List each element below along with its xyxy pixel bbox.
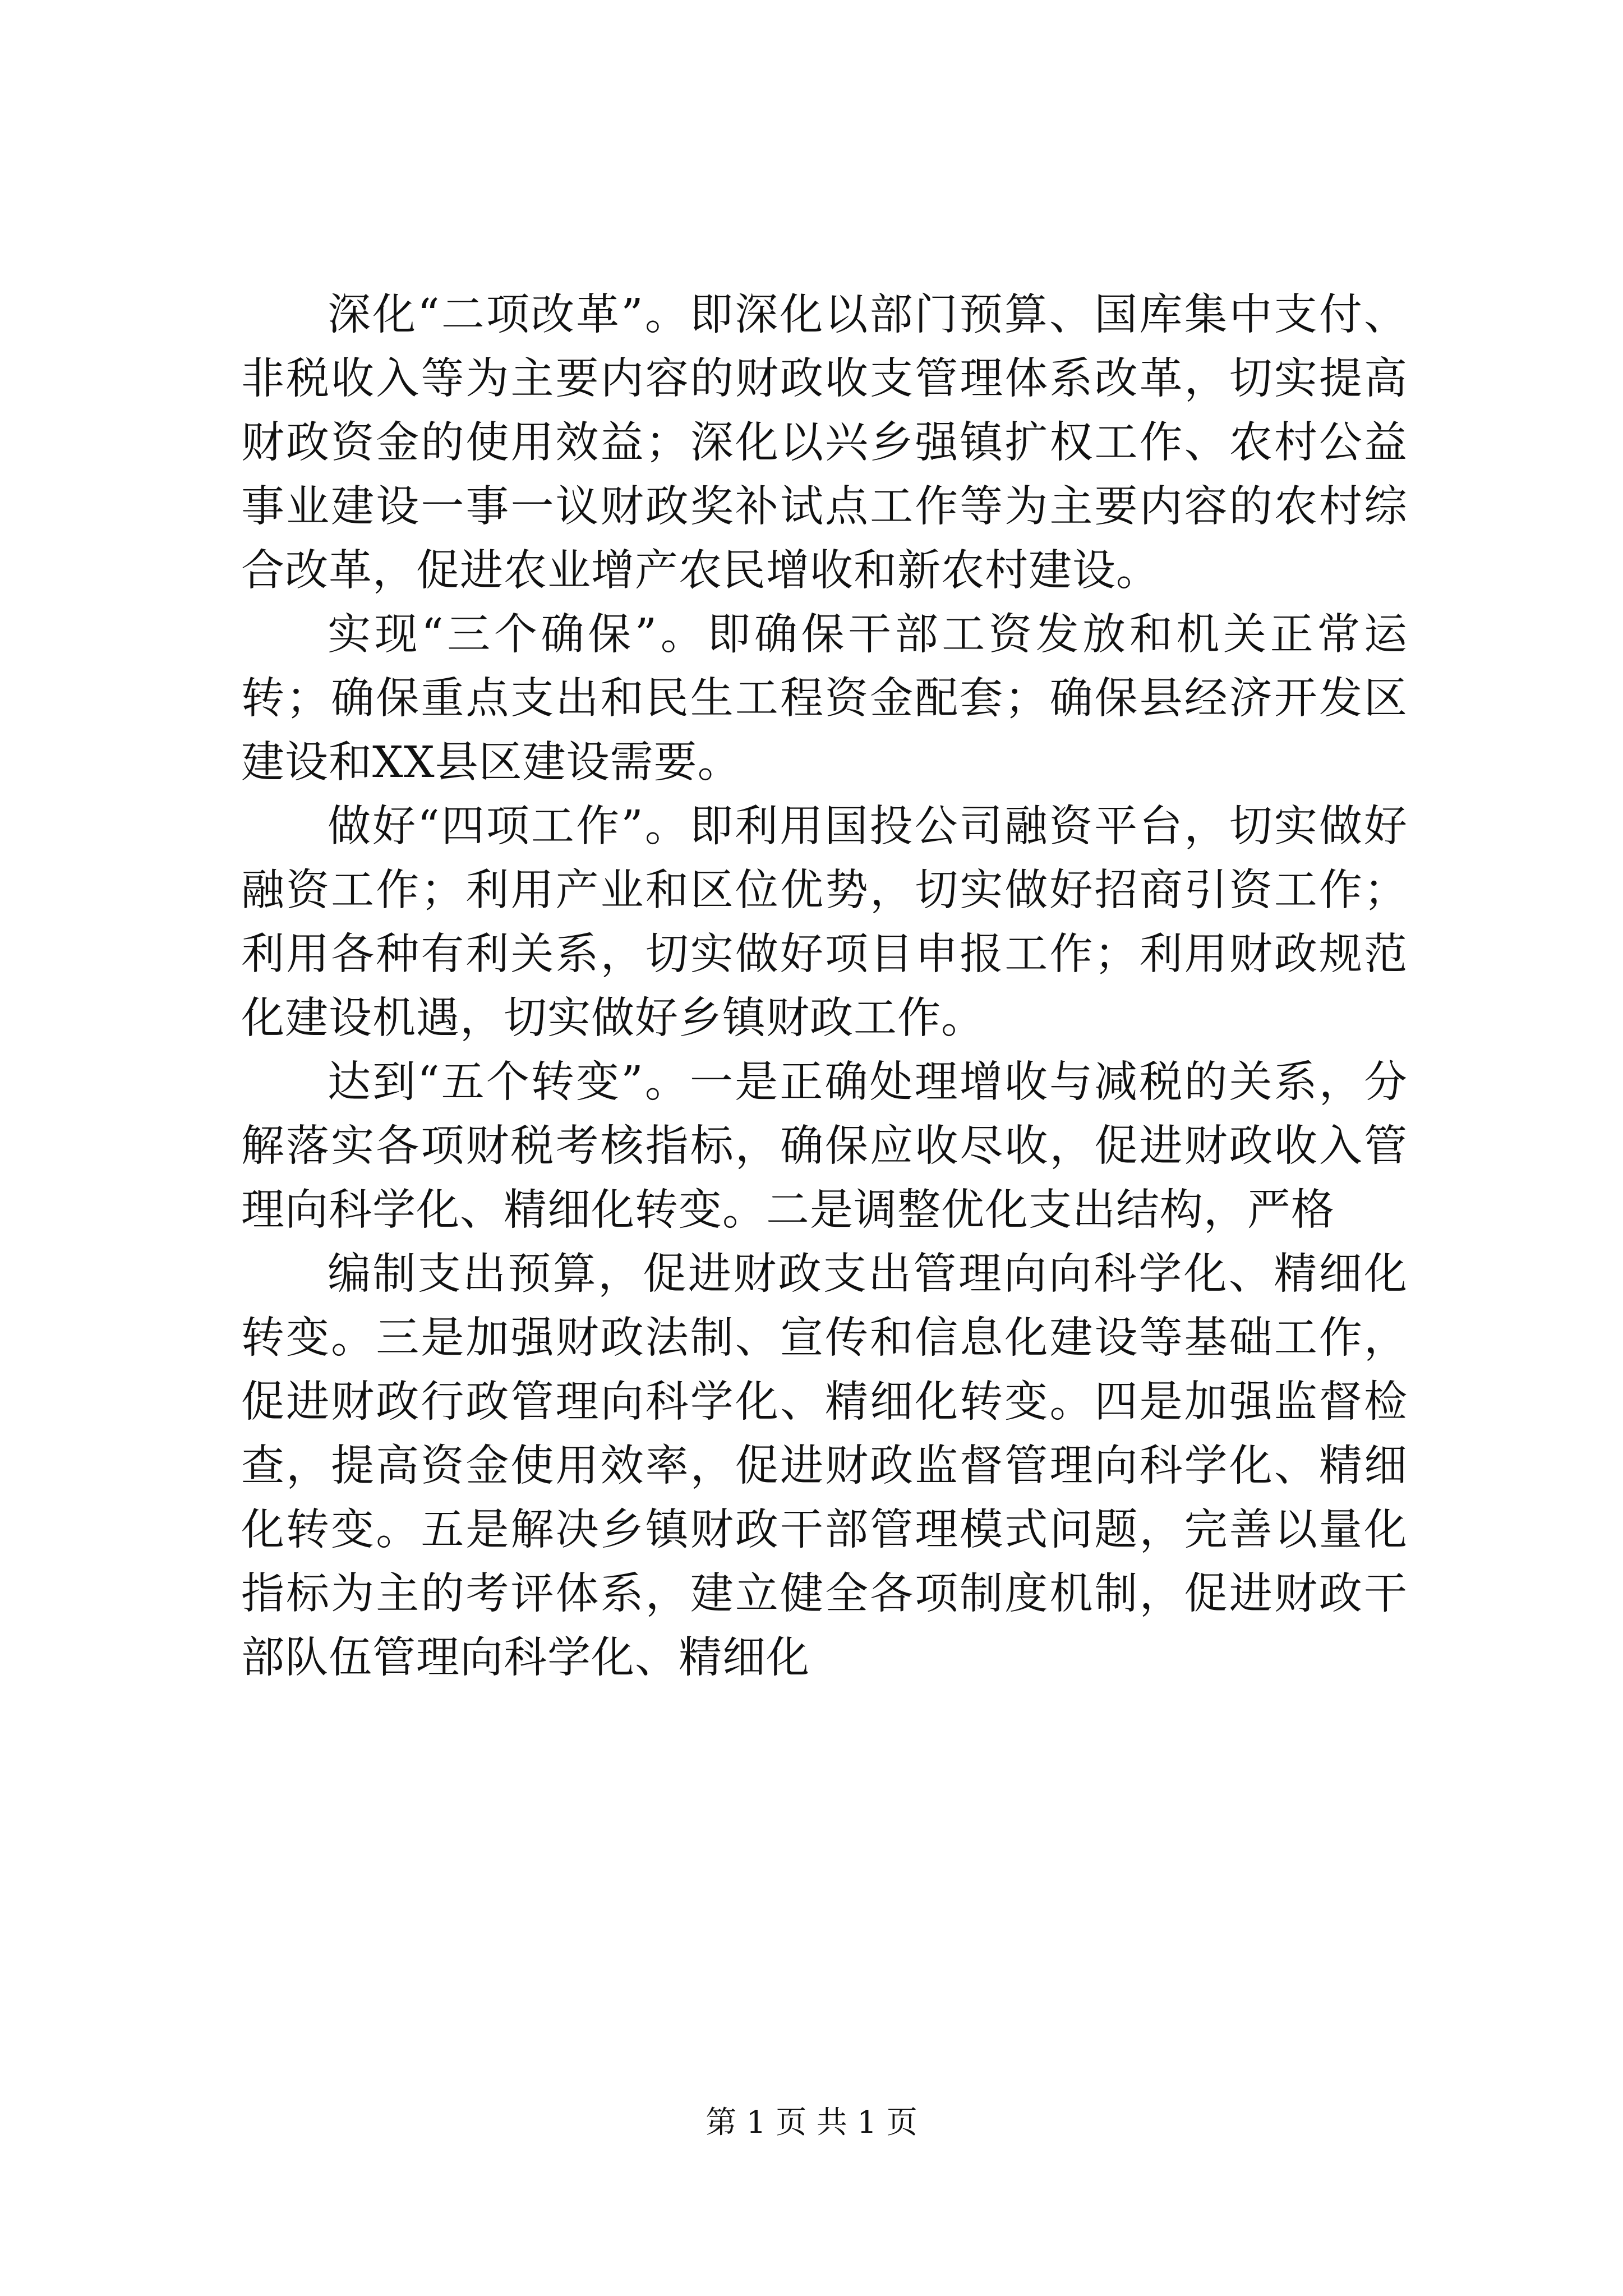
document-body	[241, 283, 1408, 1690]
paragraph-three-ensures: 实现“三个确保”。即确保干部工资发放和机关正常运转；确保重点支出和民生工程资金配套；确保县经济开发区建设和XX县区建设需要。	[241, 610, 1408, 788]
paragraph-five-changes: 达到“五个转变”。一是正确处理增收与减税的关系，分解落实各项财税考核指标，确保应收尽收，促进财政收入管理向科学化、精细化转变。二是调整优化支出结构，严格	[241, 1057, 1408, 1235]
paragraph-four-tasks: 做好“四项工作”。即利用国投公司融资平台，切实做好融资工作；利用产业和区位优势，切实做好招商引资工作；利用各种有利关系，切实做好项目申报工作；利用财政规范化建设机遇，切实做好乡镇财政工作。	[241, 802, 1408, 1043]
paragraph-five-changes-continued: 编制支出预算，促进财政支出管理向向科学化、精细化转变。三是加强财政法制、宣传和信息化建设等基础工作，促进财政行政管理向科学化、精细化转变。四是加强监督检查，提高资金使用效率，促进财政监督管理向科学化、精细化转变。五是解决乡镇财政干部管理模式问题，完善以量化指标为主的考评体系，建立健全各项制度机制，促进财政干部队伍管理向科学化、精细化	[241, 1249, 1408, 1683]
page-number-footer: 第 1 页 共 1 页	[706, 2104, 917, 2140]
paragraph-two-reforms: 深化“二项改革”。即深化以部门预算、国库集中支付、非税收入等为主要内容的财政收支管理体系改革，切实提高财政资金的使用效益；深化以兴乡强镇扩权工作、农村公益事业建设一事一议财政奖补试点工作等为主要内容的农村综合改革，促进农业增产农民增收和新农村建设。	[241, 290, 1408, 596]
